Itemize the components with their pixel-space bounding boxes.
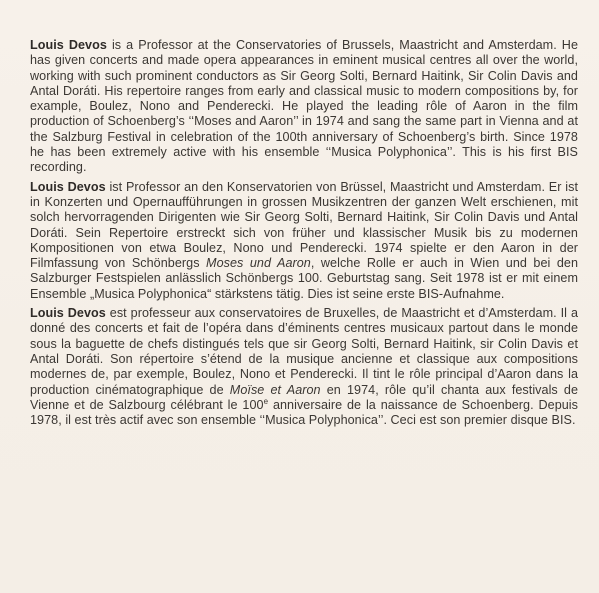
german-biography xyxy=(30,180,578,302)
biography-text-block xyxy=(30,38,578,430)
german-biography-text-part-1: ist Professor an den Konservatorien von Brüssel, Maastricht und Amsterdam. Er ist in Konzerten und Opernaufführungen in grossen Musikzentren der ganzen Welt erschienen, mit solch hervorragenden Dirigenten wie Sir Georg Solti, Bernard Haitink, Sir Colin Davis und Antal Doráti. Sein Repertoire erstreckt sich von früher und klassischer Musik bis zu modernen Kompositionen von etwa Boulez, Nono und Penderecki. 1974 spielte er den Aaron in der Filmfassung von Schönbergs xyxy=(30,179,578,271)
artist-name-english: Louis Devos xyxy=(30,38,107,52)
english-biography xyxy=(30,38,578,176)
german-biography-text-part-2: , welche Rolle er auch in Wien und bei den Salzburger Festspielen anlässlich Schönbergs 100. Geburtstag sang. Seit 1978 ist er mit einem Ensemble „Musica Polyphonica“ stärkstens tätig. Dies ist seine erste BIS-Aufnahme. xyxy=(30,256,578,301)
french-biography xyxy=(30,306,578,428)
french-biography-text-part-2: en 1974, rôle qu’il chanta aux festivals de Vienne et de Salzbourg célébrant le 100 xyxy=(30,382,579,412)
artist-name-german: Louis Devos xyxy=(30,179,106,194)
french-ordinal-superscript: e xyxy=(263,396,269,406)
artist-name-french: Louis Devos xyxy=(30,306,106,321)
french-biography-text-part-3: anniversaire de la naissance de Schoenberg. Depuis 1978, il est très actif avec son ensemble ‘‘Musica Polyphonica’’. Ceci est son premier disque BIS. xyxy=(30,397,578,428)
french-biography-text-part-1: est professeur aux conservatoires de Bruxelles, de Maastricht et d’Amsterdam. Il a donné des concerts et fait de l’opéra dans d’éminents centres musicaux partout dans le monde sous la baguette de chefs distingués tels que sir Georg Solti, Bernard Haitink, sir Colin Davis et Antal Doráti. Son répertoire s’étend de la musique ancienne et classique aux compositions modernes de, par exemple, Boulez, Nono et Penderecki. Il tint le rôle principal d’Aaron dans la production cinématographique de xyxy=(30,306,578,397)
french-work-title: Moïse et Aaron xyxy=(229,382,321,397)
english-biography-text: is a Professor at the Conservatories of Brussels, Maastricht and Amsterdam. He has given concerts and made opera appearances in eminent musical centres all over the world, working with such prominent conductors as Sir Georg Solti, Bernard Haitink, Sir Colin Davis and Antal Doráti. His repertoire ranges from early and classical music to modern compositions by, for example, Boulez, Nono and Penderecki. He played the leading rôle of Aaron in the film production of Schoenberg’s ‘‘Moses and Aaron’’ in 1974 and sang the same part in Vienna and at the Salzburg Festival in celebration of the 100th anniversary of Schoenberg’s birth. Since 1978 he has been extremely active with his ensemble ‘‘Musica Polyphonica’’. This is his first BIS recording. xyxy=(30,38,578,175)
german-work-title: Moses und Aaron xyxy=(206,256,311,271)
